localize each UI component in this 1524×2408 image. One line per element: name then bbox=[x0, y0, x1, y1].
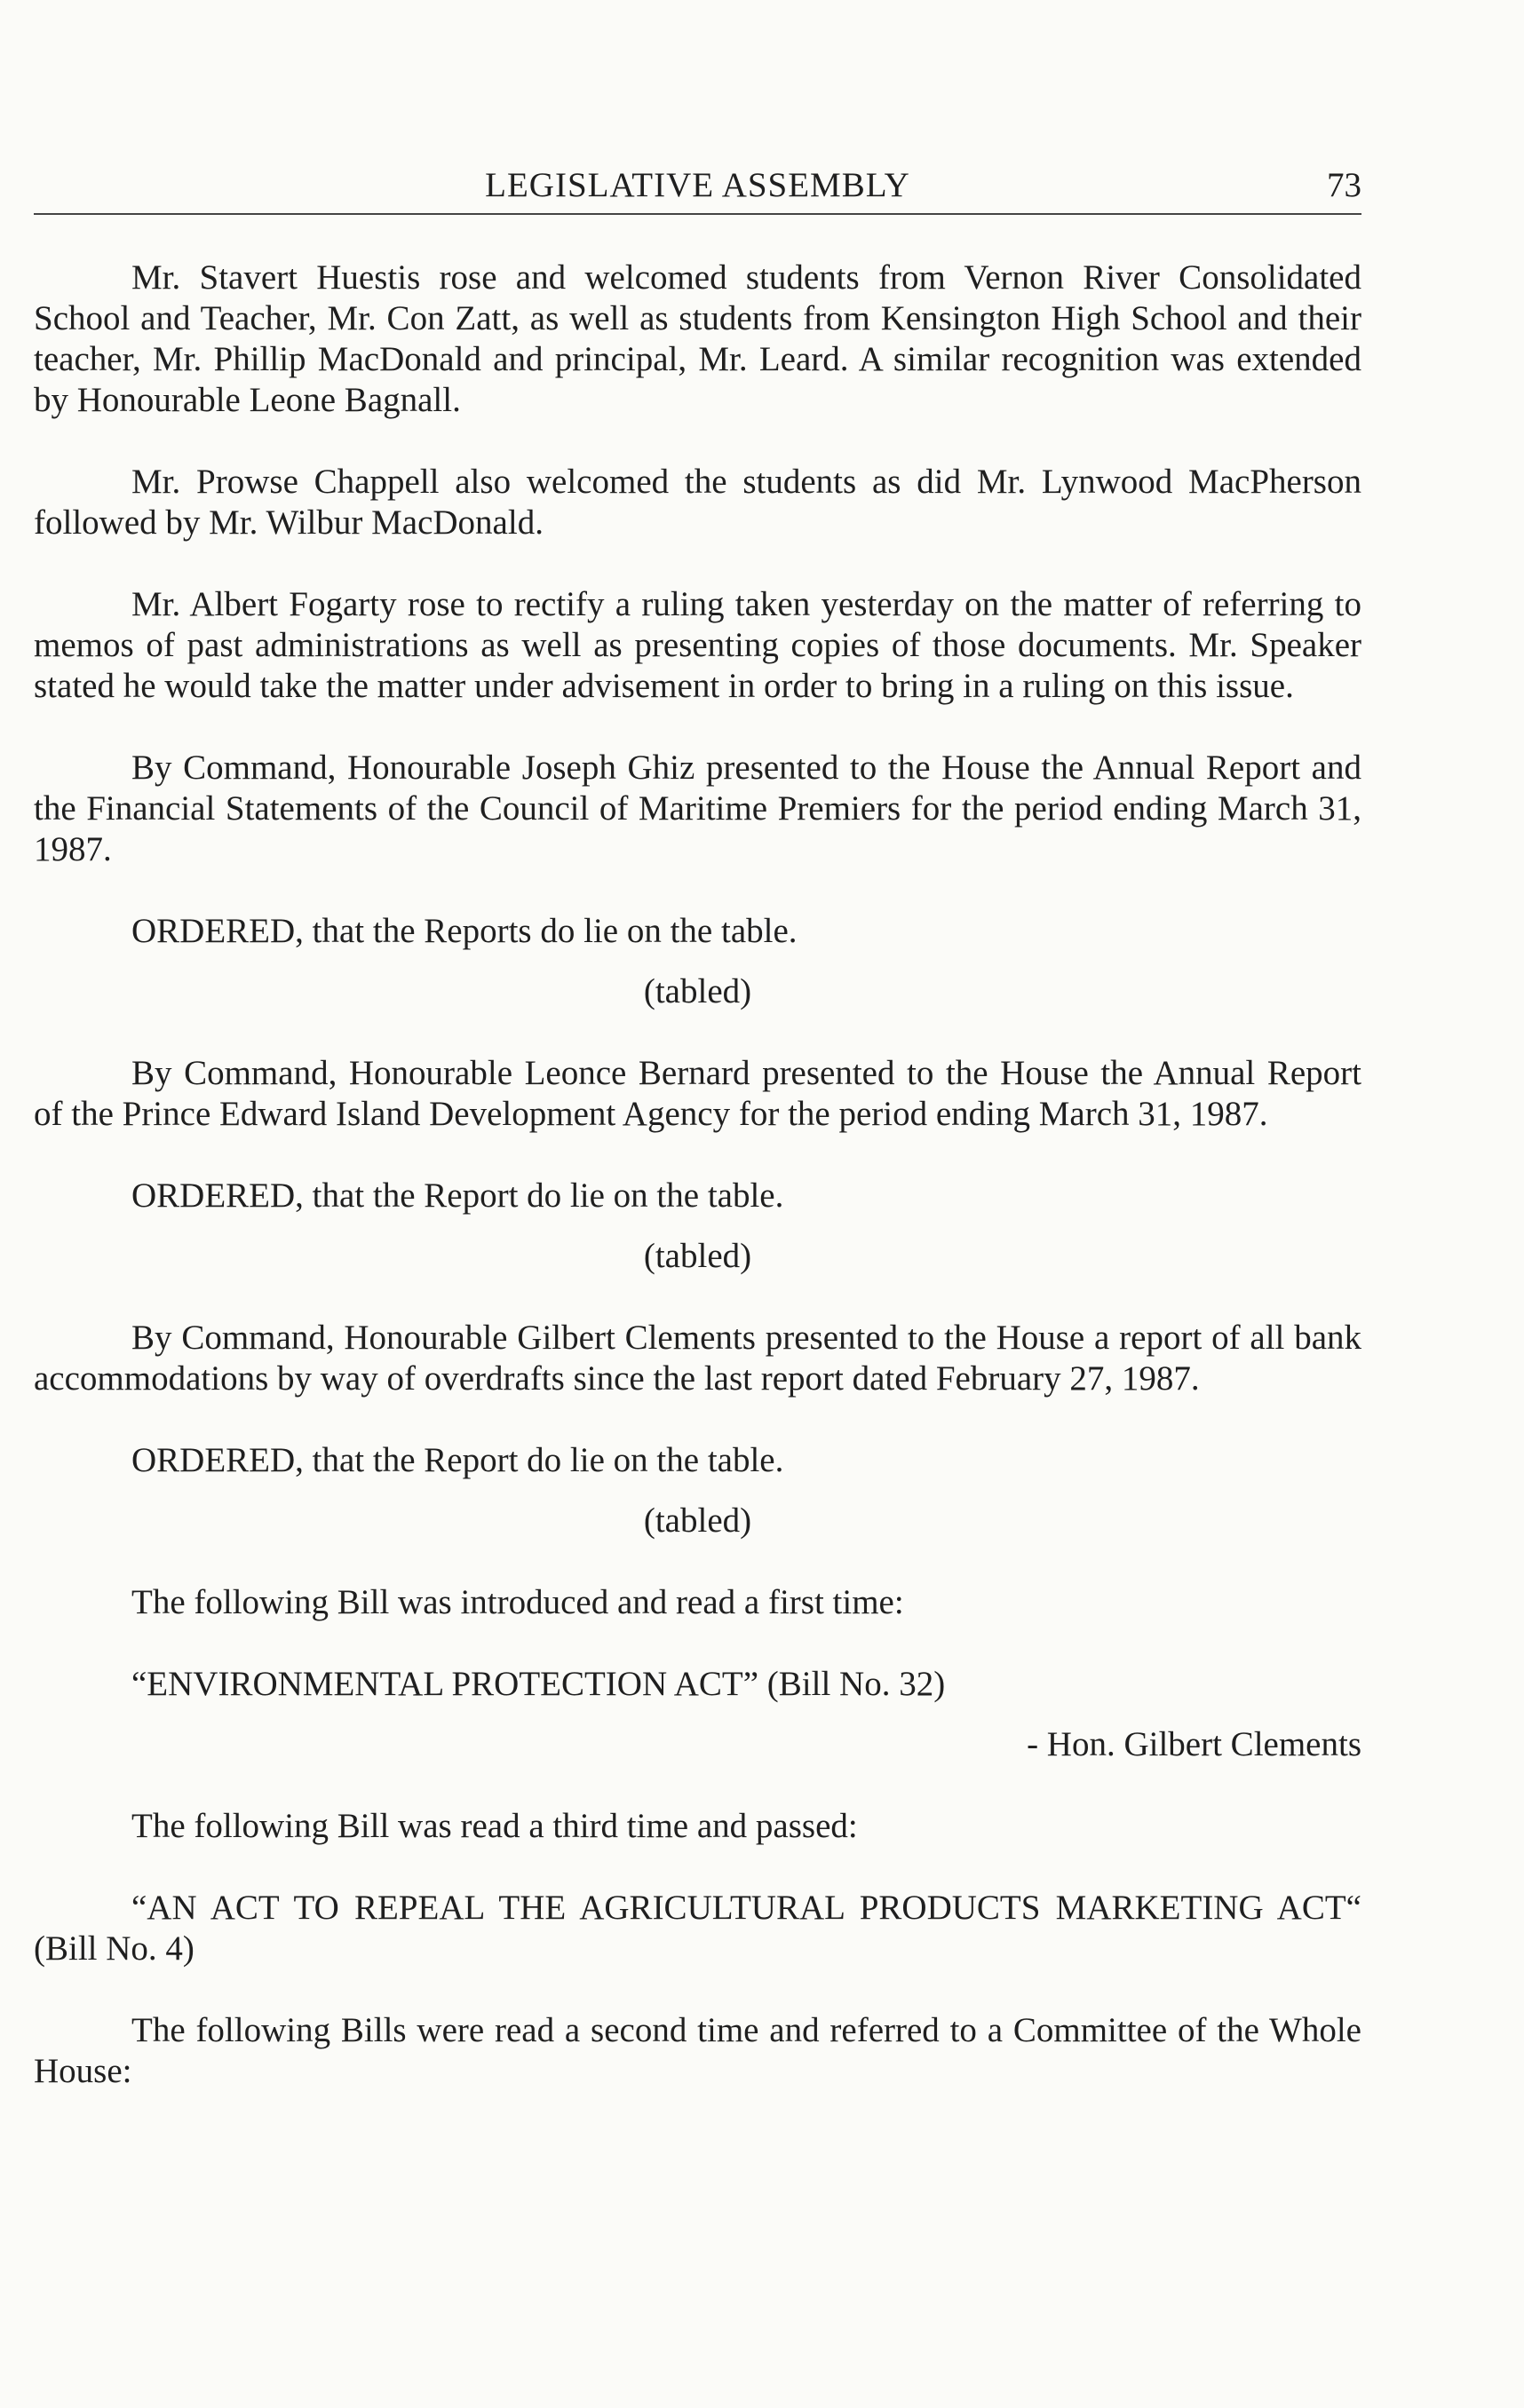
paragraph-bill-third-reading: The following Bill was read a third time and passed: bbox=[131, 1807, 858, 1845]
page-number: 73 bbox=[1327, 166, 1361, 204]
order-statement: ORDERED, that the Reports do lie on the table. bbox=[131, 912, 798, 950]
tabled-note: (tabled) bbox=[643, 1237, 752, 1275]
bill-title: “AN ACT TO REPEAL THE AGRICULTURAL PRODUCTS MARKETING ACT“ (Bill No. 4) bbox=[34, 1889, 1361, 1968]
bill-sponsor: - Hon. Gilbert Clements bbox=[1027, 1725, 1361, 1763]
tabled-note: (tabled) bbox=[643, 972, 752, 1010]
running-header bbox=[34, 160, 1361, 215]
paragraph-command-bernard: By Command, Honourable Leonce Bernard presented to the House the Annual Report of the Prince Edward Island Development Agency for the period ending March 31, 1987. bbox=[34, 1054, 1361, 1133]
paragraph-further-welcome: Mr. Prowse Chappell also welcomed the students as did Mr. Lynwood MacPherson followed by Mr. Wilbur MacDonald. bbox=[34, 463, 1361, 542]
paragraph-bills-second-reading: The following Bills were read a second time and referred to a Committee of the Whole House: bbox=[34, 2011, 1361, 2090]
paragraph-command-clements: By Command, Honourable Gilbert Clements presented to the House a report of all bank accommodations by way of overdrafts since the last report dated February 27, 1987. bbox=[34, 1319, 1361, 1398]
tabled-note: (tabled) bbox=[643, 1501, 752, 1540]
header-title: LEGISLATIVE ASSEMBLY bbox=[485, 166, 910, 204]
order-statement: ORDERED, that the Report do lie on the table. bbox=[131, 1441, 784, 1479]
paragraph-command-ghiz: By Command, Honourable Joseph Ghiz presented to the House the Annual Report and the Financial Statements of the Council of Maritime Premiers for the period ending March 31, 1987. bbox=[34, 749, 1361, 868]
paragraph-ruling: Mr. Albert Fogarty rose to rectify a ruling taken yesterday on the matter of referring to memos of past administrations as well as presenting copies of those documents. Mr. Speaker stated he would take the matter under advisement in order to bring in a ruling on this issue. bbox=[34, 585, 1361, 705]
paragraph-bill-introduced: The following Bill was introduced and read a first time: bbox=[131, 1583, 904, 1621]
order-statement: ORDERED, that the Report do lie on the table. bbox=[131, 1176, 784, 1215]
document-page bbox=[34, 160, 1361, 2133]
bill-title: “ENVIRONMENTAL PROTECTION ACT” (Bill No. 32) bbox=[131, 1665, 946, 1703]
document-body bbox=[34, 257, 1361, 2092]
paragraph-student-welcome: Mr. Stavert Huestis rose and welcomed students from Vernon River Consolidated School and Teacher, Mr. Con Zatt, as well as students from Kensington High School and their teacher, Mr. Phillip MacDonald and principal, Mr. Leard. A similar recognition was extended by Honourable Leone Bagnall. bbox=[34, 258, 1361, 419]
